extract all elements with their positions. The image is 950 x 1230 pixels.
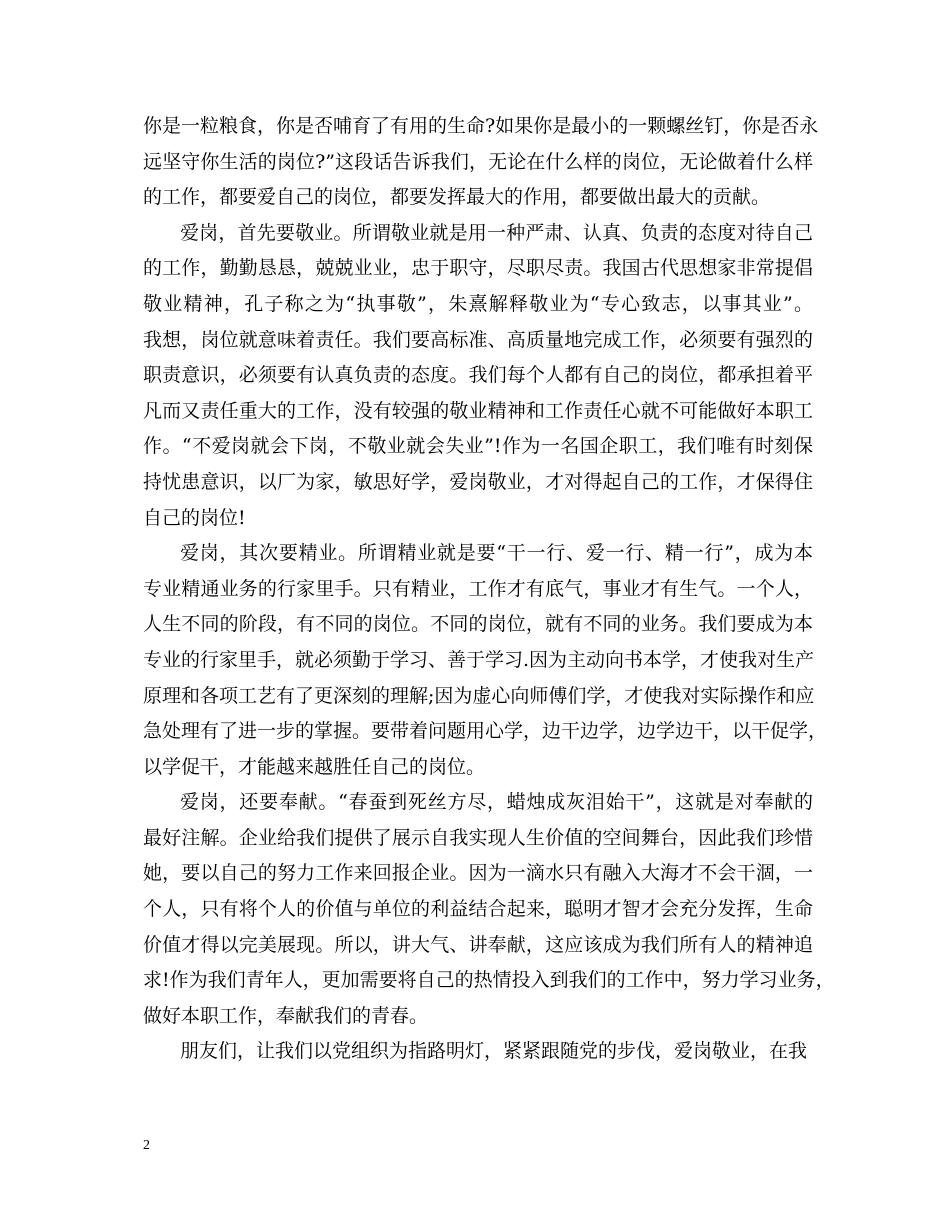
text-line: 专业精通业务的行家里手。只有精业，工作才有底气，事业才有生气。一个人， (143, 577, 813, 600)
paragraph-first-line: 爱岗，首先要敬业。所谓敬业就是用一种严肃、认真、负责的态度对待自己 (180, 221, 813, 244)
text-line: 敬业精神，孔子称之为“执事敬”，朱熹解释敬业为“专心致志，以事其业”。 (143, 292, 813, 315)
text-line: 做好本职工作，奉献我们的青春。 (143, 1004, 429, 1027)
text-line: 最好注解。企业给我们提供了展示自我实现人生价值的空间舞台，因此我们珍惜 (143, 826, 813, 849)
text-line: 自己的岗位! (143, 506, 246, 529)
text-line: 的工作，勤勤恳恳，兢兢业业，忠于职守，尽职尽责。我国古代思想家非常提倡 (143, 257, 813, 280)
text-line: 求!作为我们青年人，更加需要将自己的热情投入到我们的工作中，努力学习业务， (143, 969, 835, 992)
paragraph-first-line: 朋友们，让我们以党组织为指路明灯，紧紧跟随党的步伐，爱岗敬业，在我 (180, 1040, 808, 1063)
text-line: 以学促干，才能越来越胜任自己的岗位。 (143, 755, 486, 778)
text-line: 我想，岗位就意味着责任。我们要高标准、高质量地完成工作，必须要有强烈的 (143, 328, 813, 351)
text-line: 个人，只有将个人的价值与单位的利益结合起来，聪明才智才会充分发挥，生命 (143, 898, 813, 921)
text-line: 急处理有了进一步的掌握。要带着问题用心学，边干边学，边学边干，以干促学， (143, 720, 828, 743)
text-line: 人生不同的阶段，有不同的岗位。不同的岗位，就有不同的业务。我们要成为本 (143, 613, 813, 636)
text-line: 专业的行家里手，就必须勤于学习、善于学习.因为主动向书本学，才使我对生产 (143, 648, 815, 671)
text-line: 价值才得以完美展现。所以，讲大气、讲奉献，这应该成为我们所有人的精神追 (143, 933, 813, 956)
text-line: 你是一粒粮食，你是否哺育了有用的生命?如果你是最小的一颗螺丝钉，你是否永 (143, 115, 819, 137)
text-line: 持忧患意识，以厂为家，敏思好学，爱岗敬业，才对得起自己的工作，才保得住 (143, 470, 813, 493)
paragraph-first-line: 爱岗，其次要精业。所谓精业就是要“干一行、爱一行、精一行”，成为本 (180, 542, 813, 565)
text-line: 的工作，都要爱自己的岗位，都要发挥最大的作用，都要做出最大的贡献。 (143, 186, 771, 209)
text-line: 职责意识，必须要有认真负责的态度。我们每个人都有自己的岗位，都承担着平 (143, 364, 813, 387)
text-line: 作。“不爱岗就会下岗，不敬业就会失业”!作为一名国企职工，我们唯有时刻保 (143, 435, 813, 458)
text-line: 她，要以自己的努力工作来回报企业。因为一滴水只有融入大海才不会干涸，一 (143, 862, 813, 885)
text-line: 原理和各项工艺有了更深刻的理解;因为虚心向师傅们学，才使我对实际操作和应 (143, 684, 815, 707)
page-number: 2 (143, 1138, 150, 1153)
text-line: 远坚守你生活的岗位?”这段话告诉我们，无论在什么样的岗位，无论做着什么样 (143, 150, 813, 173)
paragraph-first-line: 爱岗，还要奉献。“春蚕到死丝方尽，蜡烛成灰泪始干”，这就是对奉献的 (180, 791, 813, 814)
text-line: 凡而又责任重大的工作，没有较强的敬业精神和工作责任心就不可能做好本职工 (143, 399, 813, 422)
body-text (143, 109, 835, 1070)
